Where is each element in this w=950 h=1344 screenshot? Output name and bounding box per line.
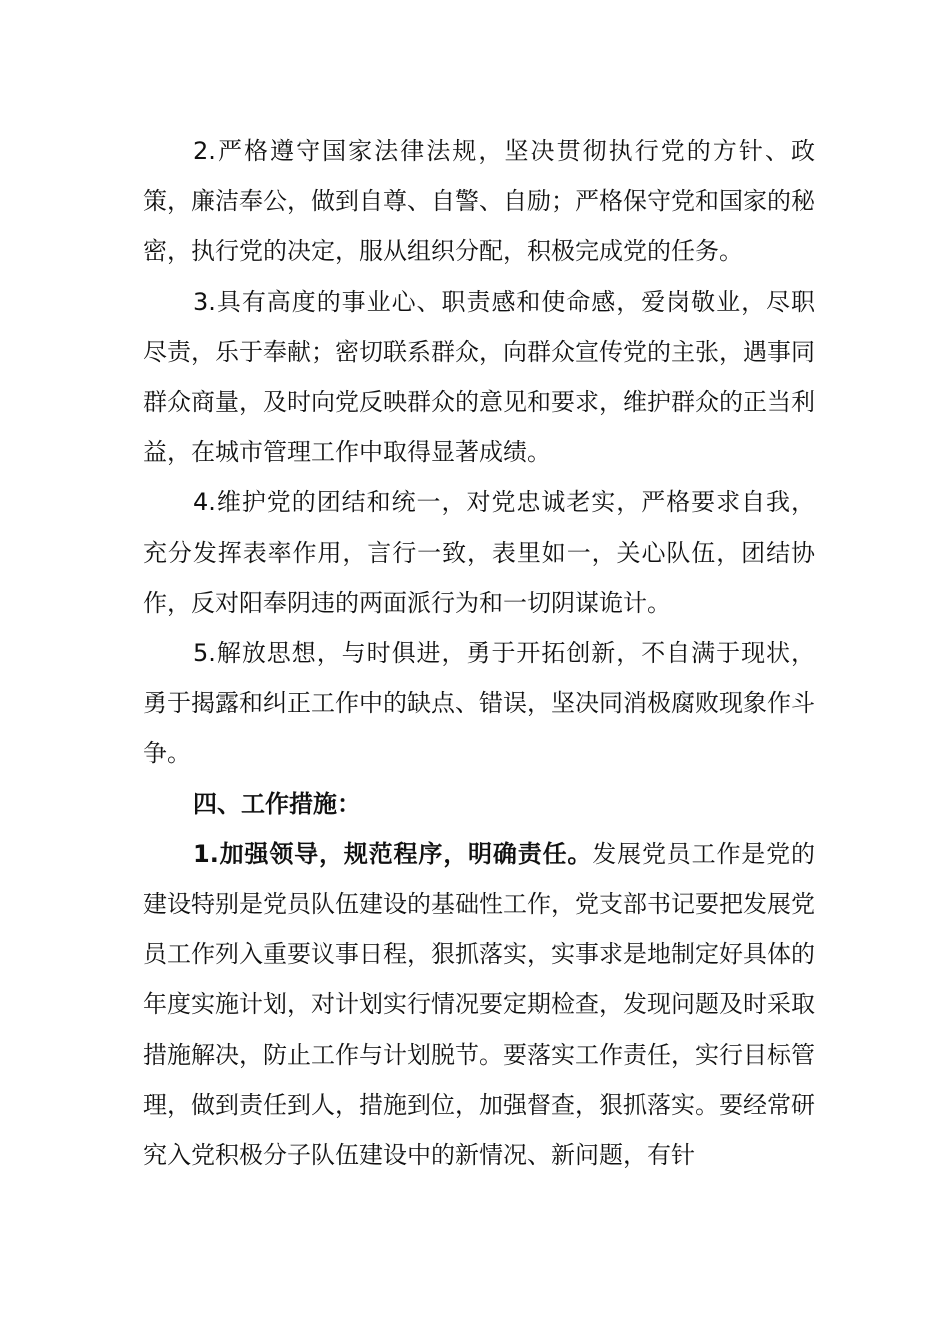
paragraph-requirement-3: 3.具有高度的事业心、职责感和使命感，爱岗敬业，尽职尽责，乐于奉献；密切联系群众，向群众宣传党的主张，遇事同群众商量，及时向党反映群众的意见和要求，维护群众的正当利益，在城市管理工作中取得显著成绩。 xyxy=(143,287,815,467)
paragraph-measure-1 xyxy=(143,829,815,1180)
section-heading-work-measures: 四、工作措施： xyxy=(193,789,361,818)
measure-1-lead: 1.加强领导，规范程序，明确责任。 xyxy=(193,839,593,868)
measure-1-body: 发展党员工作是党的建设特别是党员队伍建设的基础性工作，党支部书记要把发展党员工作列入重要议事日程，狠抓落实，实事求是地制定好具体的年度实施计划，对计划实行情况要定期检查，发现问题及时采取措施解决，防止工作与计划脱节。要落实工作责任，实行目标管理，做到责任到人，措施到位，加强督查，狠抓落实。要经常研究入党积极分子队伍建设中的新情况、新问题，有针 xyxy=(143,839,815,1170)
document-body xyxy=(143,126,815,1180)
paragraph-requirement-2: 2.严格遵守国家法律法规，坚决贯彻执行党的方针、政策，廉洁奉公，做到自尊、自警、自励；严格保守党和国家的秘密，执行党的决定，服从组织分配，积极完成党的任务。 xyxy=(143,137,815,266)
paragraph-requirement-5: 5.解放思想，与时俱进，勇于开拓创新，不自满于现状，勇于揭露和纠正工作中的缺点、错误，坚决同消极腐败现象作斗争。 xyxy=(143,639,815,768)
paragraph-requirement-4: 4.维护党的团结和统一，对党忠诚老实，严格要求自我，充分发挥表率作用，言行一致，表里如一，关心队伍，团结协作，反对阳奉阴违的两面派行为和一切阴谋诡计。 xyxy=(143,488,815,617)
